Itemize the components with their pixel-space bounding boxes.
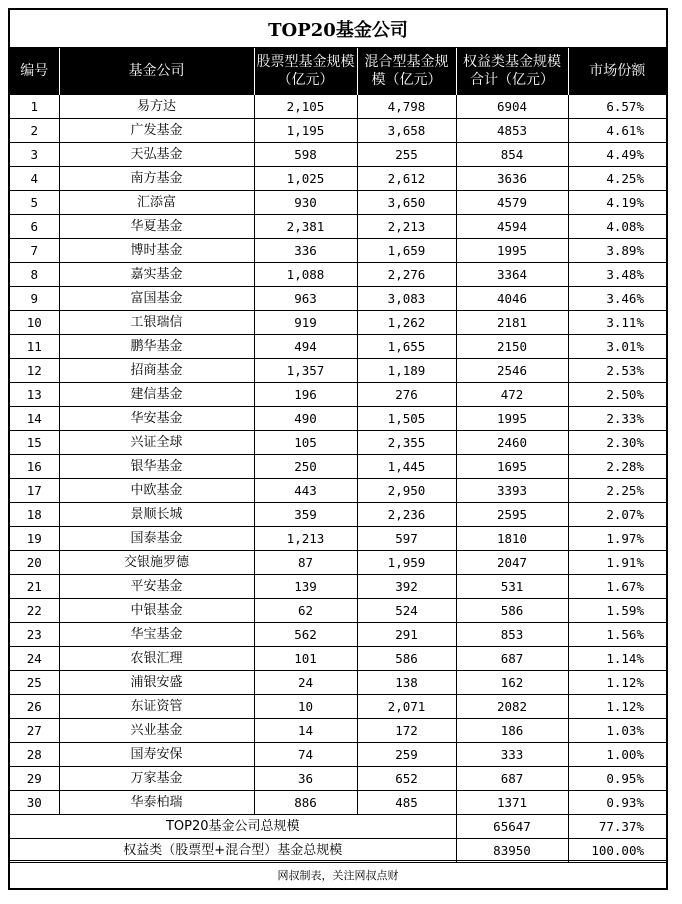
cell-mixed: 2,950 [357,479,456,503]
footer-note: 网叔制表，关注网叔点财 [10,860,666,888]
cell-company: 富国基金 [59,287,254,311]
cell-stock: 886 [254,791,357,815]
cell-stock: 1,025 [254,167,357,191]
cell-stock: 919 [254,311,357,335]
cell-id: 13 [10,383,59,407]
cell-company: 国泰基金 [59,527,254,551]
cell-id: 16 [10,455,59,479]
cell-id: 2 [10,119,59,143]
cell-id: 12 [10,359,59,383]
cell-total: 2082 [456,695,568,719]
cell-total: 2150 [456,335,568,359]
cell-id: 7 [10,239,59,263]
cell-share: 3.89% [568,239,666,263]
cell-id: 20 [10,551,59,575]
header-row [10,48,666,95]
cell-stock: 336 [254,239,357,263]
cell-id: 10 [10,311,59,335]
cell-stock: 562 [254,623,357,647]
cell-stock: 359 [254,503,357,527]
cell-total: 1371 [456,791,568,815]
cell-total: 531 [456,575,568,599]
cell-share: 6.57% [568,95,666,119]
cell-stock: 2,105 [254,95,357,119]
cell-mixed: 485 [357,791,456,815]
cell-company: 广发基金 [59,119,254,143]
cell-share: 2.07% [568,503,666,527]
cell-stock: 62 [254,599,357,623]
cell-stock: 2,381 [254,215,357,239]
cell-company: 中欧基金 [59,479,254,503]
cell-total: 854 [456,143,568,167]
cell-share: 4.25% [568,167,666,191]
summary-total: 83950 [456,839,568,863]
header-id: 编号 [10,48,59,95]
cell-total: 3364 [456,263,568,287]
cell-id: 19 [10,527,59,551]
table-row [10,695,666,719]
cell-mixed: 586 [357,647,456,671]
table-row [10,215,666,239]
table-row [10,95,666,119]
cell-id: 28 [10,743,59,767]
cell-mixed: 652 [357,767,456,791]
cell-mixed: 1,655 [357,335,456,359]
cell-share: 3.11% [568,311,666,335]
cell-mixed: 259 [357,743,456,767]
cell-total: 2181 [456,311,568,335]
cell-total: 687 [456,767,568,791]
cell-total: 1995 [456,407,568,431]
cell-share: 1.97% [568,527,666,551]
cell-share: 4.61% [568,119,666,143]
cell-mixed: 276 [357,383,456,407]
cell-total: 1995 [456,239,568,263]
cell-stock: 101 [254,647,357,671]
cell-total: 1695 [456,455,568,479]
cell-company: 浦银安盛 [59,671,254,695]
cell-id: 22 [10,599,59,623]
cell-company: 天弘基金 [59,143,254,167]
cell-company: 国寿安保 [59,743,254,767]
cell-stock: 494 [254,335,357,359]
header-market-share: 市场份额 [568,48,666,95]
cell-share: 1.91% [568,551,666,575]
cell-id: 27 [10,719,59,743]
cell-share: 1.56% [568,623,666,647]
table-row [10,239,666,263]
cell-total: 4594 [456,215,568,239]
table-row [10,383,666,407]
cell-id: 29 [10,767,59,791]
cell-total: 333 [456,743,568,767]
header-company: 基金公司 [59,48,254,95]
table-row [10,479,666,503]
cell-mixed: 138 [357,671,456,695]
table-row [10,599,666,623]
cell-stock: 74 [254,743,357,767]
cell-share: 0.93% [568,791,666,815]
cell-id: 8 [10,263,59,287]
table-row [10,455,666,479]
cell-share: 4.49% [568,143,666,167]
table-row [10,743,666,767]
cell-stock: 930 [254,191,357,215]
table-title: TOP20基金公司 [10,10,666,48]
cell-id: 17 [10,479,59,503]
fund-table [10,48,666,863]
summary-label: TOP20基金公司总规模 [10,815,456,839]
cell-stock: 196 [254,383,357,407]
cell-total: 2460 [456,431,568,455]
table-frame [8,8,668,890]
cell-company: 招商基金 [59,359,254,383]
cell-mixed: 524 [357,599,456,623]
cell-company: 工银瑞信 [59,311,254,335]
cell-company: 华安基金 [59,407,254,431]
cell-id: 9 [10,287,59,311]
cell-id: 6 [10,215,59,239]
cell-company: 兴业基金 [59,719,254,743]
summary-share: 100.00% [568,839,666,863]
cell-share: 1.12% [568,695,666,719]
cell-share: 3.46% [568,287,666,311]
cell-total: 4579 [456,191,568,215]
cell-stock: 87 [254,551,357,575]
table-row [10,431,666,455]
cell-share: 2.25% [568,479,666,503]
cell-mixed: 3,083 [357,287,456,311]
table-row [10,767,666,791]
cell-mixed: 2,071 [357,695,456,719]
cell-id: 25 [10,671,59,695]
cell-company: 易方达 [59,95,254,119]
cell-mixed: 1,262 [357,311,456,335]
table-row [10,623,666,647]
cell-stock: 24 [254,671,357,695]
cell-mixed: 392 [357,575,456,599]
cell-share: 1.00% [568,743,666,767]
cell-total: 162 [456,671,568,695]
table-row [10,671,666,695]
cell-total: 1810 [456,527,568,551]
cell-id: 14 [10,407,59,431]
cell-company: 鹏华基金 [59,335,254,359]
cell-stock: 490 [254,407,357,431]
cell-company: 银华基金 [59,455,254,479]
cell-id: 3 [10,143,59,167]
cell-company: 博时基金 [59,239,254,263]
cell-share: 3.48% [568,263,666,287]
cell-stock: 10 [254,695,357,719]
cell-stock: 598 [254,143,357,167]
cell-company: 华宝基金 [59,623,254,647]
cell-mixed: 3,650 [357,191,456,215]
cell-total: 853 [456,623,568,647]
cell-company: 景顺长城 [59,503,254,527]
table-row [10,311,666,335]
cell-company: 东证资管 [59,695,254,719]
cell-total: 3393 [456,479,568,503]
cell-id: 26 [10,695,59,719]
cell-total: 2546 [456,359,568,383]
table-row [10,647,666,671]
header-stock-fund: 股票型基金规模（亿元） [254,48,357,95]
cell-id: 1 [10,95,59,119]
header-mixed-fund: 混合型基金规模（亿元） [357,48,456,95]
cell-company: 中银基金 [59,599,254,623]
cell-total: 586 [456,599,568,623]
summary-row [10,839,666,863]
cell-share: 4.08% [568,215,666,239]
header-equity-total: 权益类基金规模合计（亿元） [456,48,568,95]
table-row [10,791,666,815]
cell-company: 农银汇理 [59,647,254,671]
cell-company: 华泰柏瑞 [59,791,254,815]
table-row [10,359,666,383]
table-row [10,503,666,527]
cell-mixed: 2,236 [357,503,456,527]
cell-mixed: 597 [357,527,456,551]
cell-share: 1.59% [568,599,666,623]
table-row [10,335,666,359]
cell-id: 4 [10,167,59,191]
cell-share: 2.50% [568,383,666,407]
cell-total: 3636 [456,167,568,191]
table-row [10,167,666,191]
cell-id: 15 [10,431,59,455]
cell-stock: 139 [254,575,357,599]
cell-total: 2595 [456,503,568,527]
table-body [10,95,666,863]
cell-id: 30 [10,791,59,815]
table-row [10,551,666,575]
cell-stock: 1,088 [254,263,357,287]
cell-share: 4.19% [568,191,666,215]
cell-mixed: 1,445 [357,455,456,479]
cell-mixed: 4,798 [357,95,456,119]
cell-stock: 443 [254,479,357,503]
cell-stock: 1,195 [254,119,357,143]
cell-total: 4046 [456,287,568,311]
cell-company: 华夏基金 [59,215,254,239]
cell-share: 1.67% [568,575,666,599]
cell-mixed: 1,959 [357,551,456,575]
cell-mixed: 2,355 [357,431,456,455]
cell-stock: 105 [254,431,357,455]
cell-share: 1.12% [568,671,666,695]
cell-mixed: 291 [357,623,456,647]
table-row [10,287,666,311]
cell-share: 3.01% [568,335,666,359]
cell-id: 21 [10,575,59,599]
cell-total: 2047 [456,551,568,575]
cell-mixed: 2,213 [357,215,456,239]
cell-company: 兴证全球 [59,431,254,455]
cell-company: 万家基金 [59,767,254,791]
cell-company: 嘉实基金 [59,263,254,287]
summary-row [10,815,666,839]
table-row [10,407,666,431]
cell-share: 2.28% [568,455,666,479]
cell-company: 汇添富 [59,191,254,215]
cell-id: 5 [10,191,59,215]
table-row [10,143,666,167]
table-row [10,191,666,215]
cell-mixed: 255 [357,143,456,167]
cell-share: 1.14% [568,647,666,671]
cell-stock: 1,357 [254,359,357,383]
cell-total: 4853 [456,119,568,143]
cell-stock: 250 [254,455,357,479]
table-row [10,575,666,599]
cell-id: 24 [10,647,59,671]
cell-share: 2.30% [568,431,666,455]
cell-company: 平安基金 [59,575,254,599]
cell-mixed: 2,276 [357,263,456,287]
summary-share: 77.37% [568,815,666,839]
cell-mixed: 1,189 [357,359,456,383]
cell-share: 2.53% [568,359,666,383]
cell-id: 11 [10,335,59,359]
cell-share: 2.33% [568,407,666,431]
cell-stock: 14 [254,719,357,743]
cell-company: 建信基金 [59,383,254,407]
cell-id: 18 [10,503,59,527]
table-row [10,263,666,287]
cell-mixed: 172 [357,719,456,743]
cell-total: 472 [456,383,568,407]
cell-mixed: 2,612 [357,167,456,191]
cell-total: 6904 [456,95,568,119]
table-row [10,119,666,143]
summary-label: 权益类（股票型+混合型）基金总规模 [10,839,456,863]
cell-mixed: 1,505 [357,407,456,431]
table-row [10,719,666,743]
table-row [10,527,666,551]
summary-total: 65647 [456,815,568,839]
cell-total: 186 [456,719,568,743]
cell-share: 0.95% [568,767,666,791]
cell-stock: 1,213 [254,527,357,551]
cell-company: 南方基金 [59,167,254,191]
cell-mixed: 3,658 [357,119,456,143]
cell-id: 23 [10,623,59,647]
cell-share: 1.03% [568,719,666,743]
cell-mixed: 1,659 [357,239,456,263]
cell-stock: 963 [254,287,357,311]
cell-company: 交银施罗德 [59,551,254,575]
cell-stock: 36 [254,767,357,791]
cell-total: 687 [456,647,568,671]
